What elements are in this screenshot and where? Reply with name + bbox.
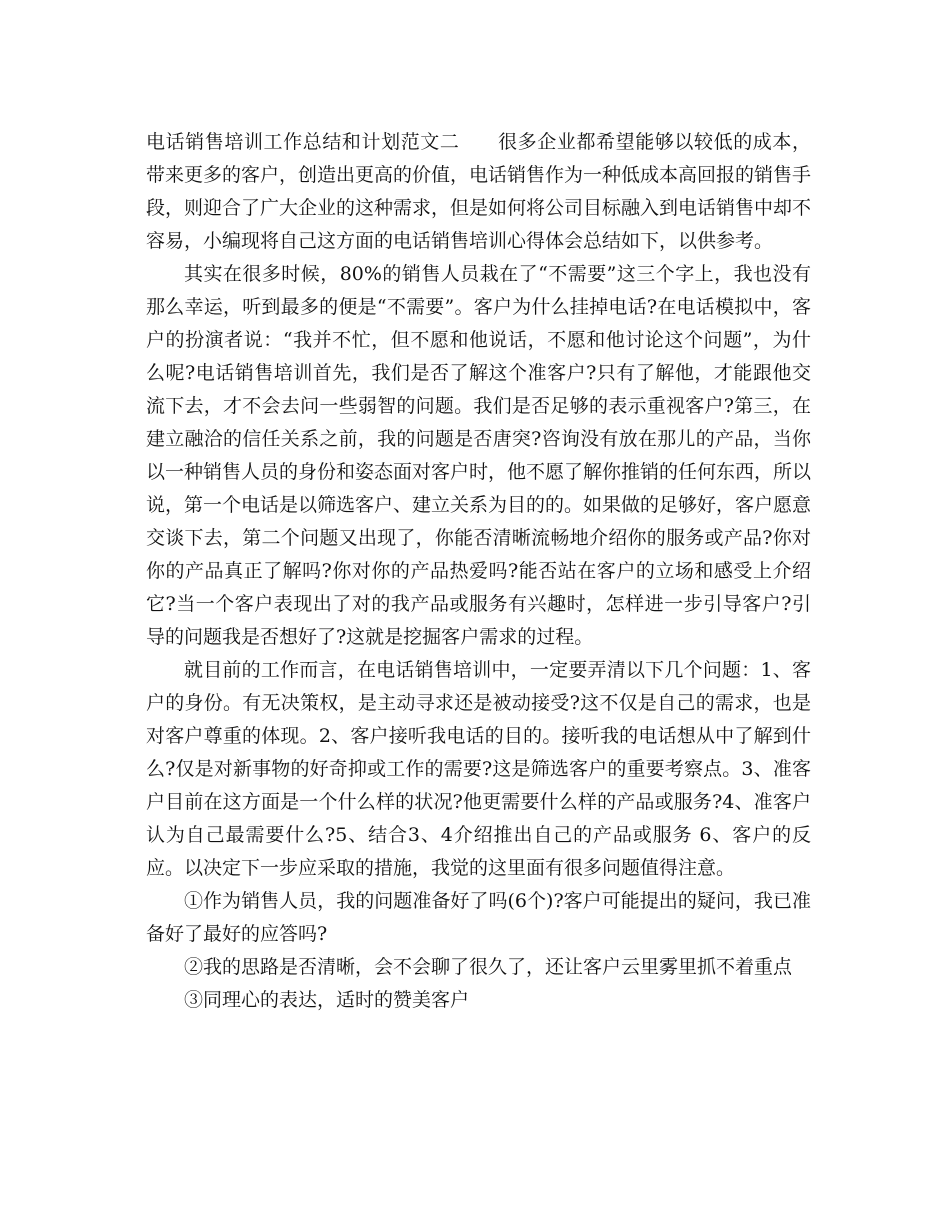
- paragraph-point-3: ③同理心的表达，适时的赞美客户: [184, 989, 470, 1011]
- paragraph-point-2: ②我的思路是否清晰，会不会聊了很久了，还让客户云里雾里抓不着重点: [184, 956, 793, 978]
- paragraph-text: 很多企业都希望能够以较低的成本，带来更多的客户，创造出更高的价值，电话销售作为一种低成本高回报的销售手段，则迎合了广大企业的这种需求，但是如何将公司目标融入到电话销售中却不容易，小编现将自己这方面的电话销售培训心得体会总结如下，以供参考。: [146, 131, 812, 252]
- paragraph-point-1: ①作为销售人员，我的问题准备好了吗(6个)?客户可能提出的疑问，我已准备好了最好的应答吗?: [146, 890, 811, 945]
- paragraph: 其实在很多时候，80%的销售人员栽在了“不需要”这三个字上，我也没有那么幸运，听到最多的便是“不需要”。客户为什么挂掉电话?在电话模拟中，客户的扮演者说：“我并不忙，但不愿和他说话，不愿和他讨论这个问题”，为什么呢?电话销售培训首先，我们是否了解这个准客户?只有了解他，才能跟他交流下去，才不会去问一些弱智的问题。我们是否足够的表示重视客户?第三，在建立融洽的信任关系之前，我的问题是否唐突?咨询没有放在那儿的产品，当你以一种销售人员的身份和姿态面对客户时，他不愿了解你推销的任何东西，所以说，第一个电话是以筛选客户、建立关系为目的的。如果做的足够好，客户愿意交谈下去，第二个问题又出现了，你能否清晰流畅地介绍你的服务或产品?你对你的产品真正了解吗?你对你的产品热爱吗?能否站在客户的立场和感受上介绍它?当一个客户表现出了对的我产品或服务有兴趣时，怎样进一步引导客户?引导的问题我是否想好了?这就是挖掘客户需求的过程。: [146, 263, 812, 648]
- document-body: [146, 126, 811, 1017]
- paragraph-intro: [146, 126, 811, 258]
- paragraph: 就目前的工作而言，在电话销售培训中，一定要弄清以下几个问题：1、客户的身份。有无决策权，是主动寻求还是被动接受?这不仅是自己的需求，也是对客户尊重的体现。2、客户接听我电话的目的。接听我的电话想从中了解到什么?仅是对新事物的好奇抑或工作的需要?这是筛选客户的重要考察点。3、准客户目前在这方面是一个什么样的状况?他更需要什么样的产品或服务?4、准客户认为自己最需要什么?5、结合3、4介绍推出自己的产品或服务 6、客户的反应。以决定下一步应采取的措施，我觉的这里面有很多问题值得注意。: [146, 659, 811, 879]
- document-title: 电话销售培训工作总结和计划范文二: [146, 131, 460, 153]
